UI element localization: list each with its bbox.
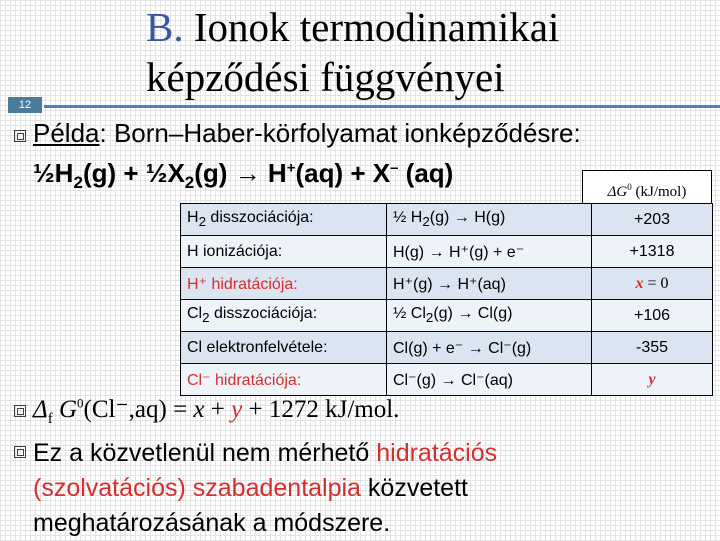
- bullet-icon: [14, 446, 26, 458]
- reaction-sup: –: [390, 159, 399, 177]
- step-text: disszociációja:: [205, 209, 314, 227]
- conclusion-part: Ez a közvetlenül nem mérhető: [33, 439, 377, 467]
- value-cell: +1318: [592, 236, 713, 268]
- reaction-part: (g) → H: [194, 158, 287, 188]
- slide-number: 12: [8, 97, 42, 113]
- step-cell: [181, 300, 387, 332]
- equation-cell: H⁺(g) → H⁺(aq): [387, 268, 592, 300]
- reaction-sub: 2: [184, 173, 195, 193]
- step-cell: [181, 204, 387, 236]
- formula-plus: +: [204, 396, 232, 423]
- equation-cell: Cl⁻(g) → Cl⁻(aq): [387, 364, 592, 396]
- equation-cell: H(g) → H⁺(g) + e⁻: [387, 236, 592, 268]
- value-cell: [592, 268, 713, 300]
- table-row: [181, 268, 713, 300]
- step-sub: 2: [198, 214, 206, 230]
- dg-unit: (kJ/mol): [631, 184, 687, 200]
- formula-line: [33, 394, 399, 428]
- table-row: [181, 204, 713, 236]
- example-text: : Born–Haber-körfolyamat ionképződésre:: [99, 118, 581, 148]
- var-x: x: [635, 274, 644, 292]
- eq-sub: 2: [422, 214, 430, 230]
- step-cell: Cl elektronfelvétele:: [181, 332, 387, 364]
- table-row: [181, 236, 713, 268]
- eq-text: (g) → Cl(g): [433, 305, 513, 323]
- bullet-icon: [14, 405, 26, 417]
- example-line: [33, 118, 581, 149]
- example-label: Példa: [33, 118, 100, 148]
- formula-g: G: [52, 396, 77, 423]
- value-cell: -355: [592, 332, 713, 364]
- value-cell: +203: [592, 204, 713, 236]
- reaction-part: (g) + ½X: [82, 158, 185, 188]
- header-rule: [44, 105, 720, 108]
- equation-cell: [387, 204, 592, 236]
- table-row: [181, 300, 713, 332]
- value-cell: +106: [592, 300, 713, 332]
- formula-sup: 0: [77, 395, 84, 411]
- conclusion-text: [33, 436, 603, 541]
- eq-text: ½ Cl: [393, 305, 426, 323]
- born-haber-table: [180, 203, 713, 396]
- reaction-part: (aq): [398, 158, 454, 188]
- formula-delta: Δ: [33, 396, 48, 423]
- equation-cell: Cl(g) + e⁻ → Cl⁻(g): [387, 332, 592, 364]
- step-cell: Cl⁻ hidratációja:: [181, 364, 387, 396]
- formula-rest: + 1272 kJ/mol.: [242, 396, 400, 423]
- value-cell: y: [592, 364, 713, 396]
- reaction-equation: [33, 158, 453, 193]
- reaction-part: (aq) + X: [295, 158, 391, 188]
- formula-y: y: [231, 396, 243, 423]
- conclusion-part: közvetett meghatározásának a módszere.: [33, 474, 468, 537]
- var-eq: = 0: [643, 274, 669, 292]
- dg-symbol: ΔG: [607, 184, 628, 200]
- step-text: Cl: [187, 305, 203, 323]
- conclusion-highlight: hidratációs (szolvatációs) szabadentalpia: [33, 439, 498, 502]
- step-cell: H ionizációja:: [181, 236, 387, 268]
- dg-sup: 0: [627, 182, 632, 192]
- formula-x: x: [193, 396, 205, 423]
- bullet-icon: [14, 130, 26, 142]
- reaction-sup: +: [286, 159, 296, 177]
- title-line-1: [146, 2, 559, 52]
- eq-sub: 2: [425, 310, 434, 326]
- title-line-2: képződési függvényei: [146, 54, 505, 100]
- eq-text: (g) → H(g): [429, 209, 506, 227]
- title-rest: Ionok termodinamikai: [183, 4, 560, 50]
- step-text: H: [187, 209, 199, 227]
- step-sub: 2: [202, 310, 210, 326]
- equation-cell: [387, 300, 592, 332]
- step-cell: H⁺ hidratációja:: [181, 268, 387, 300]
- step-text: disszociációja:: [209, 305, 318, 323]
- reaction-part: ½H: [33, 158, 74, 188]
- title-letter: B.: [146, 4, 184, 50]
- formula-sub: f: [47, 411, 53, 427]
- delta-g-header: [582, 170, 712, 205]
- reaction-sub: 2: [73, 173, 83, 193]
- formula-species: (Cl⁻,aq) =: [83, 396, 194, 423]
- table-row: [181, 364, 713, 396]
- eq-text: ½ H: [393, 209, 423, 227]
- table-row: [181, 332, 713, 364]
